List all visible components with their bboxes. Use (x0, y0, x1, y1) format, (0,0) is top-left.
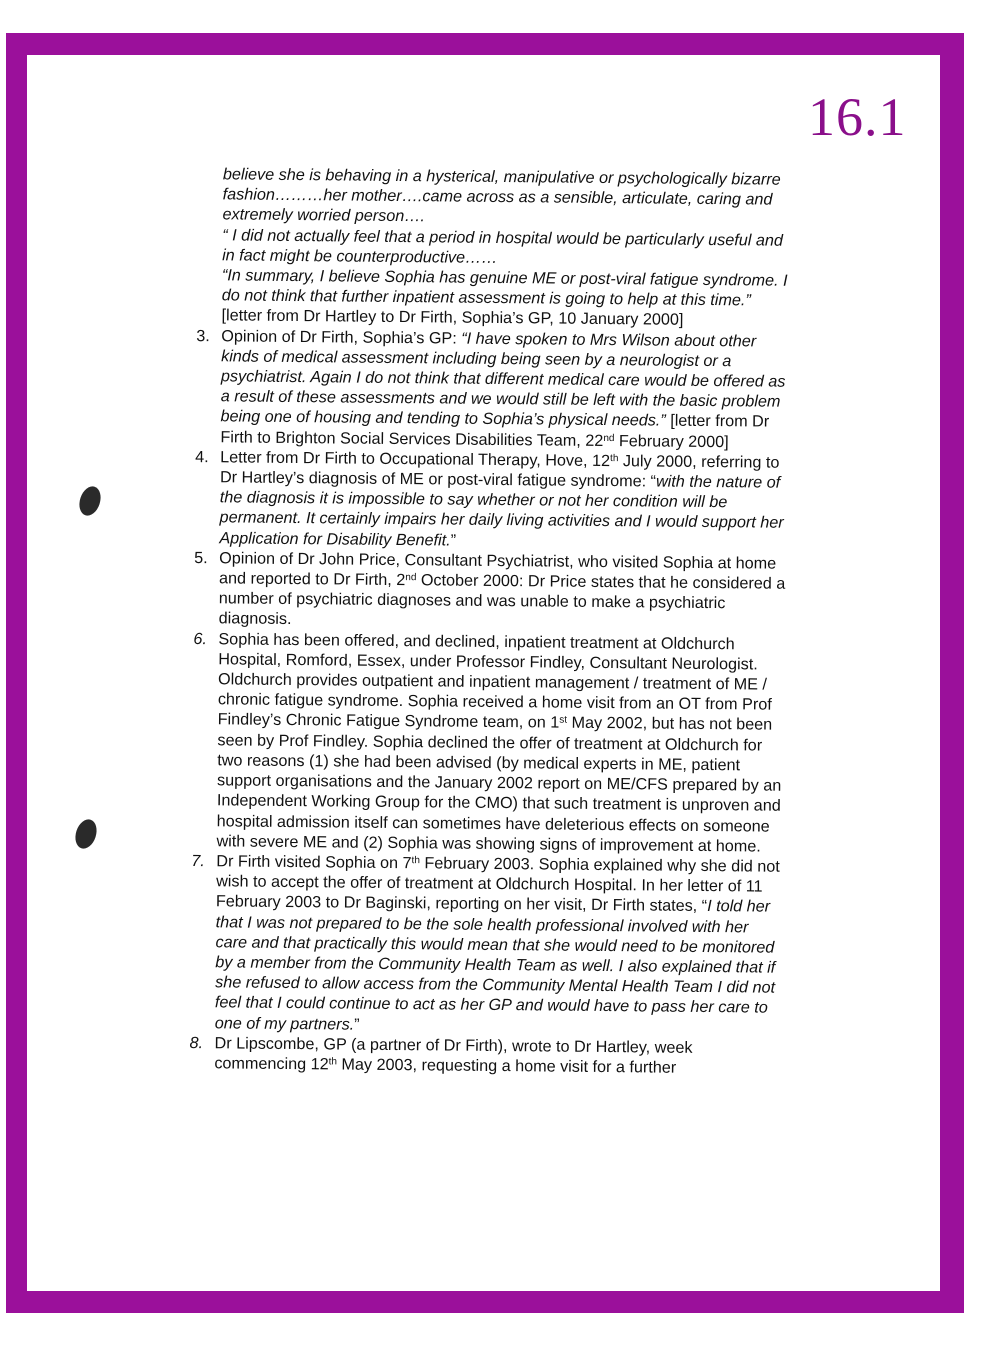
ordinal-suffix: th (610, 452, 619, 464)
list-item (181, 1033, 781, 1079)
reference-text: [letter from Dr Hartley to Dr Firth, Sophia’s GP, 10 January 2000] (221, 306, 684, 330)
list-item (187, 326, 788, 453)
item-text: ” (354, 1015, 360, 1034)
list-item (183, 629, 785, 857)
item-text: Opinion of Dr Firth, Sophia’s GP: (221, 326, 462, 348)
item-text: October 2000: Dr Price states that he considered a number of psychiatric diagnoses and was unable to make a psychiatric diagnosis. (218, 571, 786, 629)
item-number: 3. (196, 326, 210, 345)
item-text: May 2003, requesting a home visit for a further (336, 1055, 677, 1077)
item-text: Sophia has been offered, and declined, inpatient treatment at Oldchurch Hospital, Romford, Essex, under Professor Findley, Consultant Neurologist. Oldchurch provides outpatient and inpatient management / treatment of ME / chronic fatigue syndrome. Sophia received a home visit from an OT from Prof Findley’s Chronic Fatigue Syndrome team, on 1 (217, 629, 772, 733)
quote-paragraph: “ I did not actually feel that a period in hospital would be particularly useful and in fact might be counterproductive…… (222, 225, 783, 267)
ordinal-suffix: nd (603, 432, 615, 444)
ordinal-suffix: th (328, 1056, 338, 1068)
list-item (182, 851, 784, 1039)
item-text: Dr Lipscombe, GP (a partner of Dr Firth), wrote to Dr Hartley, week commencing 12 (214, 1034, 693, 1074)
item-text: July 2000, referring to Dr Hartley’s diagnosis of ME or post-viral fatigue syndrome: “ (219, 451, 780, 491)
item-text: [letter from Dr Firth to Brighton Social Services Disabilities Team, 22 (220, 412, 770, 450)
item-text: February 2003. Sophia explained why she did not wish to accept the offer of treatment at Oldchurch Hospital. In her letter of 11 February 2003 to Dr Baginski, reporting on her visit, Dr Firth states, “ (215, 854, 780, 916)
document-text (181, 164, 790, 1079)
ordinal-suffix: st (559, 715, 568, 727)
item-text: May 2002, but has not been seen by Prof Findley. Sophia declined the offer of treatment at Oldchurch for two reasons (1) she had been advised (by medical experts in ME, patient support organisations and the January 2002 report on ME/CFS prepared by an Independent Working Group for the CMO) that such treatment is unproven and hospital admission itself can sometimes have deleterious effects on someone with severe ME and (2) Sophia was showing signs of improvement at home. (216, 714, 782, 856)
page-number: 16.1 (808, 87, 907, 147)
item-number: 5. (194, 548, 208, 568)
item-quote: I told her that I was not prepared to be the sole health professional involved with her care and that practically this would mean that she would need to be monitored by a member from the Community Health Team as well. I also explained that if she refused to allow access from the Community Mental Health Team I did not feel that I could continue to act as her GP and would have to pass her care to one of my partners. (214, 897, 776, 1034)
intro-quotes (188, 164, 790, 331)
item-text: Dr Firth visited Sophia on 7 (216, 852, 412, 873)
item-quote: “I have spoken to Mrs Wilson about other kinds of medical assessment including being seen by a neurologist or a psychiatrist. Again I do not think that different medical care would be offered as a result of these assessments and we would still be left with the basic problem being one of housing and tending to Sophia’s physical needs.” (220, 329, 786, 431)
quote-paragraph: believe she is behaving in a hysterical, manipulative or psychologically bizarre fashion………her mother….came across as a sensible, articulate, caring and extremely worried person…. (222, 165, 781, 226)
item-text: ” (450, 531, 457, 550)
list-item (186, 447, 787, 554)
item-number: 8. (189, 1033, 204, 1052)
item-number: 4. (195, 447, 209, 467)
ordinal-suffix: nd (405, 572, 417, 584)
quote-paragraph (221, 265, 789, 331)
item-text: Letter from Dr Firth to Occupational Therapy, Hove, 12 (220, 448, 611, 470)
item-number: 6. (193, 629, 208, 648)
list-item (186, 548, 787, 635)
item-number: 7. (191, 851, 205, 871)
quote-text: “In summary, I believe Sophia has genuine ME or post-viral fatigue syndrome. I do not think that further inpatient assessment is going to help at this time.” (221, 266, 788, 310)
item-text: February 2000] (614, 431, 729, 451)
item-text: Opinion of Dr John Price, Consultant Psychiatrist, who visited Sophia at home and reported to Dr Firth, 2 (218, 549, 777, 590)
item-quote: with the nature of the diagnosis it is impossible to say whether or not her condition will be permanent. It certainly impairs her daily living activities and I would support her Application for Disability Benefit. (219, 472, 784, 550)
ordinal-suffix: th (411, 855, 420, 867)
